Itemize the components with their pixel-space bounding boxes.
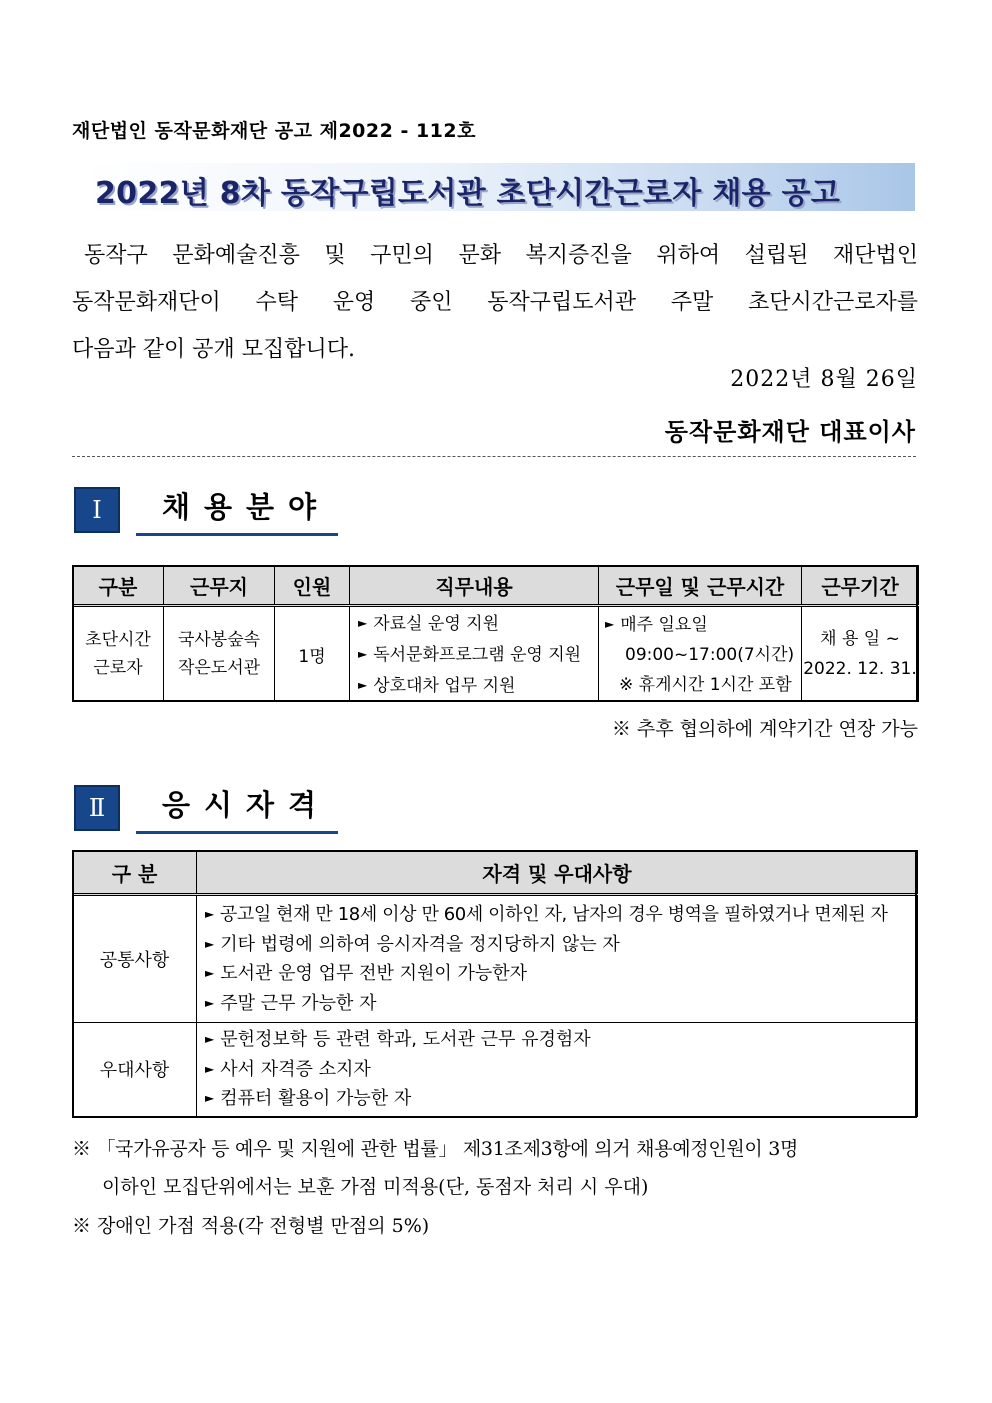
headcount-cell: 1명 <box>275 606 350 702</box>
common-label: 공통사항 <box>73 895 197 1023</box>
item-text: 주말 근무 가능한 자 <box>220 992 377 1014</box>
item-text: 사서 자격증 소지자 <box>220 1058 371 1080</box>
table-row <box>73 1023 918 1117</box>
bullet-icon: ► <box>358 677 368 692</box>
bullet-icon: ► <box>358 646 368 661</box>
location-cell <box>164 606 275 702</box>
section-2-number: Ⅱ <box>74 785 120 831</box>
location-line: 국사봉숲속 <box>177 630 261 650</box>
category-line: 근로자 <box>93 658 143 678</box>
header-schedule: 근무일 및 근무시간 <box>599 566 802 606</box>
veteran-note-cont: 이하인 모집단위에서는 보훈 가점 미적용(단, 동점자 처리 시 우대) <box>102 1176 649 1198</box>
preferred-label: 우대사항 <box>73 1023 197 1117</box>
bullet-icon: ► <box>205 936 215 951</box>
intro-line: 동작문화재단이 수탁 운영 중인 동작구립도서관 주말 초단시간근로자를 <box>72 290 918 315</box>
list-item <box>358 670 598 701</box>
recruitment-table <box>72 565 919 702</box>
intro-line: 동작구 문화예술진흥 및 구민의 문화 복지증진을 위하여 설립된 재단법인 <box>84 243 918 268</box>
period-cell <box>802 606 919 702</box>
bullet-icon: ► <box>358 615 368 630</box>
header-location: 근무지 <box>164 566 275 606</box>
category-cell <box>73 606 164 702</box>
header-period: 근무기간 <box>802 566 919 606</box>
page-title: 2022년 8차 동작구립도서관 초단시간근로자 채용 공고 <box>95 176 841 211</box>
list-item <box>605 609 801 640</box>
bullet-icon: ► <box>605 616 615 631</box>
signer: 동작문화재단 대표이사 <box>664 417 916 446</box>
section-1-title: 채용분야 <box>136 487 338 536</box>
duty-text: 상호대차 업무 지원 <box>373 675 516 696</box>
duties-cell <box>350 606 599 702</box>
bullet-icon: ► <box>205 1061 215 1076</box>
intro-line: 다음과 같이 공개 모집합니다. <box>72 337 355 362</box>
section-1-number: Ⅰ <box>74 487 120 533</box>
schedule-day: 매주 일요일 <box>620 614 708 635</box>
bullet-icon: ► <box>205 995 215 1010</box>
schedule-time: 09:00~17:00(7시간) <box>625 644 795 665</box>
item-text: 기타 법령에 의하여 응시자격을 정지당하지 않는 자 <box>220 933 620 955</box>
list-item <box>205 1055 917 1085</box>
common-items <box>197 895 918 1023</box>
bullet-icon: ► <box>205 966 215 980</box>
item-text: 컴퓨터 활용이 가능한 자 <box>220 1088 412 1109</box>
item-text: 문헌정보학 등 관련 학과, 도서관 근무 유경험자 <box>220 1029 591 1050</box>
dashed-divider <box>72 456 916 457</box>
schedule-note: ※ 휴게시간 1시간 포함 <box>619 674 792 695</box>
extension-note: ※ 추후 협의하에 계약기간 연장 가능 <box>611 718 918 740</box>
bullet-icon: ► <box>205 1032 215 1046</box>
table-row <box>73 606 919 702</box>
header-headcount: 인원 <box>275 566 350 606</box>
table-row <box>73 895 918 1023</box>
section-2-title: 응시자격 <box>136 785 338 834</box>
header-category: 구분 <box>73 566 164 606</box>
header-category: 구 분 <box>73 851 197 895</box>
header-qualifications: 자격 및 우대사항 <box>197 851 918 895</box>
list-item <box>205 1025 917 1055</box>
intro-paragraph <box>72 232 918 373</box>
period-line: 채 용 일 ~ <box>820 629 900 649</box>
qualification-table <box>72 850 918 1117</box>
header-duties: 직무내용 <box>350 566 599 606</box>
duty-text: 자료실 운영 지원 <box>373 613 499 634</box>
list-item <box>205 989 917 1019</box>
list-item <box>205 900 917 930</box>
bullet-icon: ► <box>205 1091 215 1105</box>
veteran-note: ※ 「국가유공자 등 예우 및 지원에 관한 법률」 제31조제3항에 의거 채용예정인원이 3명 <box>72 1138 799 1160</box>
announcement-date: 2022년 8월 26일 <box>730 367 918 392</box>
duty-text: 독서문화프로그램 운영 지원 <box>373 644 582 665</box>
schedule-cell <box>599 606 802 702</box>
item-text: 공고일 현재 만 18세 이상 만 60세 이하인 자, 남자의 경우 병역을 필하였거나 면제된 자 <box>219 904 888 925</box>
bullet-icon: ► <box>205 907 214 921</box>
item-text: 도서관 운영 업무 전반 지원이 가능한자 <box>220 963 528 984</box>
list-item <box>358 608 598 639</box>
period-line: 2022. 12. 31. <box>803 659 917 679</box>
list-item <box>205 1084 917 1114</box>
list-item <box>205 930 917 960</box>
category-line: 초단시간 <box>85 630 151 650</box>
disability-note: ※ 장애인 가점 적용(각 전형별 만점의 5%) <box>72 1215 430 1237</box>
list-item <box>205 959 917 989</box>
list-item <box>358 639 598 670</box>
notice-number: 재단법인 동작문화재단 공고 제2022 - 112호 <box>72 120 476 142</box>
preferred-items <box>197 1023 918 1117</box>
location-line: 작은도서관 <box>177 658 261 678</box>
